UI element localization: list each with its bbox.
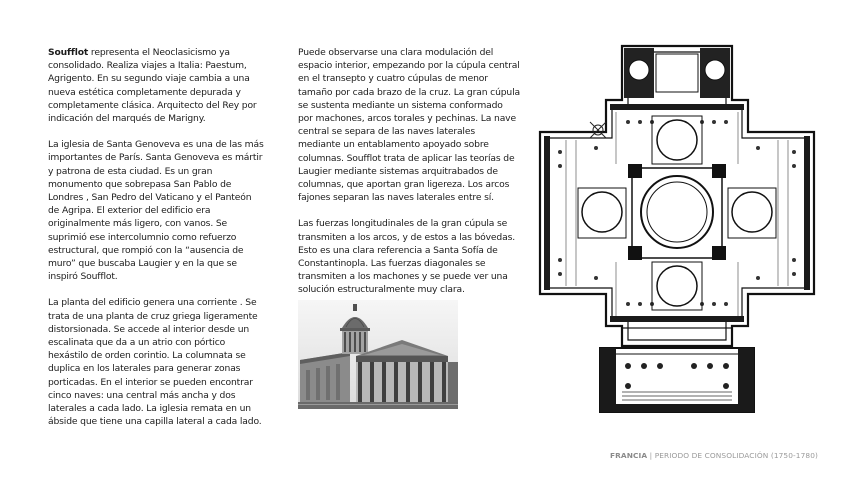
pantheon-photo [298,300,458,409]
paragraph-intro-text: representa el Neoclasicismo ya consolidado. Realiza viajes a Italia: Paestum, Agrigento. En su segundo viaje cambia a una nueva estética completamente depurada y completamente clásica. Arquitecto del Rey por indicación del marqués de Marigny. [48,47,257,125]
footer-period: PERIODO DE CONSOLIDACIÓN (1750-1780) [654,451,818,460]
paragraph-soufflot-intro [48,46,264,125]
paragraph-planta: La planta del edificio genera una corriente . Se trata de una planta de cruz griega ligeramente distorsionada. Se accede al interior desde un escalinata que da a un atrio con pórtico hexástilo de orden corintio. La columnata se duplica en los laterales para generar zonas porticadas. En el interior se pueden encontrar cinco naves: una central más ancha y dos laterales a cada lado. La iglesia remata en un ábside que tiene una capilla lateral a cada lado. [48,297,262,428]
text-column-left [48,46,264,441]
floor-plan-drawing [536,40,818,424]
text-column-middle [298,46,520,310]
paragraph-modulacion: Puede observarse una clara modulación del espacio interior, empezando por la cúpula central en el transepto y cuatro cúpulas de menor tamaño por cada brazo de la cruz. La gran cúpula se sustenta mediante un sistema conformado por machones, arcos torales y pechinas. La nave central se separa de las naves laterales mediante un entablamento apoyado sobre columnas. Soufflot trata de aplicar las teorías de Laugier mediante sistemas arquitrabados de columnas, que aportan gran ligereza. Los arcos fajones separan las naves laterales entre sí. [298,47,520,204]
paragraph-santa-genoveva: La iglesia de Santa Genoveva es una de las más importantes de París. Santa Genoveva es mártir y patrona de esta ciudad. Es un gran monumento que sobrepasa San Pablo de Londres , San Pedro del Vaticano y el Panteón de Agripa. El exterior del edificio era originalmente más ligero, con vanos. Se suprimió ese intercolumnio como refuerzo estructural, que rompió con la “ausencia de muro” que buscaba Laugier y en la que se inspiró Soufflot. [48,139,264,283]
bold-name-soufflot: Soufflot [48,47,89,58]
page-footer [610,451,818,460]
footer-separator: | [647,451,655,460]
paragraph-fuerzas: Las fuerzas longitudinales de la gran cúpula se transmiten a los arcos, y de estos a las bóvedas. Esto es una clara referencia a Santa Sofía de Constantinopla. Las fuerzas diagonales se transmiten a los machones y se puede ver una solución estructuralmente muy clara. [298,218,515,296]
footer-country: FRANCIA [609,451,648,460]
